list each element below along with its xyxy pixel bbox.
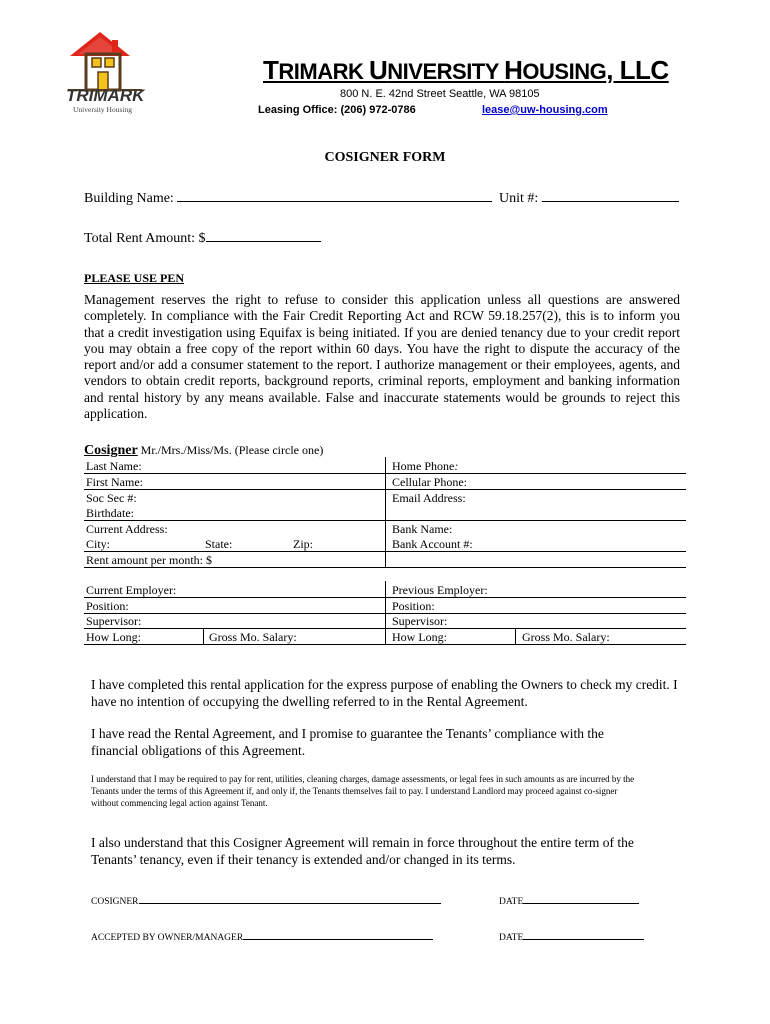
logo-subtitle: University Housing [73,105,132,114]
statement-guarantee: I have read the Rental Agreement, and I promise to guarantee the Tenants’ compliance with the financial obligations of this Agreement. [91,726,604,758]
row-rule [84,551,686,552]
row-rule [84,473,686,474]
owner-signature-field[interactable]: ACCEPTED BY OWNER/MANAGER [91,930,433,943]
owner-date-field[interactable]: DATE [499,930,644,943]
statement-liability: I understand that I may be required to pay for rent, utilities, cleaning charges, damage assessments, or legal fees in such amounts as are incurred by the Tenants under the terms of this Agreement if, and only if, the Tenants themselves fail to pay. I understand Landlord may proceed against co-signer without commencing legal action against Tenant. [91,774,635,808]
current-employer-field[interactable]: Current Employer: [86,583,177,597]
statement-credit-purpose: I have completed this rental application for the express purpose of enabling the Owners to check my credit. I have no intention of occupying the dwelling referred to in the Rental Agreement. [91,677,678,709]
total-rent-field[interactable]: Total Rent Amount: $ [84,230,321,247]
cosigner-heading: Cosigner Mr./Mrs./Miss/Ms. (Please circle one) [84,443,324,458]
bank-name-field[interactable]: Bank Name: [392,522,453,536]
row-rule [84,597,686,598]
row-rule [84,489,686,490]
first-name-field[interactable]: First Name: [86,475,143,489]
building-name-line[interactable] [177,190,492,202]
unit-number-field[interactable]: Unit #: [499,190,679,207]
company-name: TRIMARK UNIVERSITY HOUSING, LLC [263,55,669,85]
unit-number-line[interactable] [542,190,679,202]
current-supervisor-field[interactable]: Supervisor: [86,614,142,628]
previous-employer-field[interactable]: Previous Employer: [392,583,488,597]
form-title: COSIGNER FORM [324,150,446,165]
cosigner-signature-line[interactable] [139,894,441,904]
current-gross-salary-field[interactable]: Gross Mo. Salary: [209,630,297,644]
owner-date-line[interactable] [523,930,644,940]
email-address-field[interactable]: Email Address: [392,491,466,505]
trimark-logo [60,28,150,120]
ssn-field[interactable]: Soc Sec #: [86,491,137,505]
building-name-field[interactable]: Building Name: [84,190,492,207]
cosigner-date-line[interactable] [523,894,639,904]
leasing-office-phone: Leasing Office: (206) 972-0786 [258,104,416,116]
logo-name: TRIMARK [66,86,145,105]
current-position-field[interactable]: Position: [86,599,129,613]
row-rule [84,520,686,521]
company-address: 800 N. E. 42nd Street Seattle, WA 98105 [340,88,540,100]
row-rule [84,644,686,645]
zip-field[interactable]: Zip: [293,537,313,551]
current-address-field[interactable]: Current Address: [86,522,168,536]
cellular-phone-field[interactable]: Cellular Phone: [392,475,467,489]
please-use-pen-note: PLEASE USE PEN [84,271,185,285]
row-rule [84,628,686,629]
bank-account-field[interactable]: Bank Account #: [392,537,473,551]
total-rent-line[interactable] [206,230,321,242]
cosigner-signature-field[interactable]: COSIGNER [91,894,441,907]
rent-per-month-field[interactable]: Rent amount per month: $ [86,553,212,567]
previous-supervisor-field[interactable]: Supervisor: [392,614,448,628]
row-rule [84,613,686,614]
previous-gross-salary-field[interactable]: Gross Mo. Salary: [522,630,610,644]
current-how-long-field[interactable]: How Long: [86,630,141,644]
owner-signature-line[interactable] [243,930,433,940]
last-name-field[interactable]: Last Name: [86,459,142,473]
city-field[interactable]: City: [86,537,111,551]
cosigner-date-field[interactable]: DATE [499,894,639,907]
previous-how-long-field[interactable]: How Long: [392,630,447,644]
leasing-email-link[interactable]: lease@uw-housing.com [482,104,608,116]
birthdate-field[interactable]: Birthdate: [86,506,134,520]
statement-term: I also understand that this Cosigner Agreement will remain in force throughout the entire term of the Tenants’ tenancy, even if their tenancy is extended and/or changed in its terms. [91,835,634,867]
disclaimer-paragraph: Management reserves the right to refuse to consider this application unless all questions are answered completely. In compliance with the Fair Credit Reporting Act and RCW 59.18.257(2), this is to inform you that a credit investigation using Equifax is being initiated. If you are denied tenancy due to your credit report you may obtain a free copy of the report within 60 days. You have the right to dispute the accuracy of the report and/or add a consumer statement to the report. I authorize management or their employees, agents, and vendors to obtain credit reports, background reports, criminal reports, employment and banking information and rental history by any means available. False and inaccurate statements would be grounds to reject this application. [84,292,680,422]
state-field[interactable]: State: [205,537,233,551]
row-rule [84,567,686,568]
cell-divider [203,628,204,644]
home-phone-field[interactable]: Home Phone: [392,459,459,473]
previous-position-field[interactable]: Position: [392,599,435,613]
cell-divider [515,628,516,644]
